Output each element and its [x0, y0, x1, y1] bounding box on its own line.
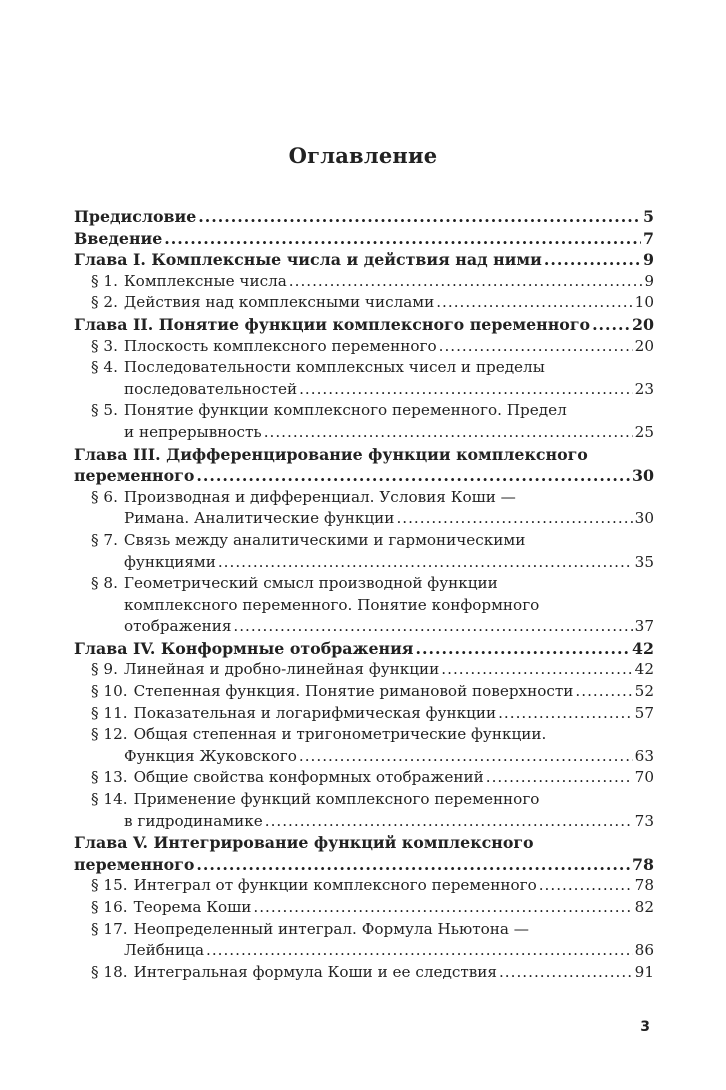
toc-entry-text: § 16. Теорема Коши [91, 898, 252, 916]
dot-leader [498, 704, 633, 722]
toc-chapter-entry [74, 639, 654, 661]
section-number: § 6. [91, 487, 118, 506]
toc-page-number: 86 [634, 941, 654, 960]
toc-section-entry [74, 768, 654, 790]
toc-page-number: 5 [643, 207, 654, 226]
toc-page-number: 35 [634, 552, 654, 571]
dot-leader [544, 250, 641, 269]
toc-section-entry [74, 423, 654, 445]
dot-leader [164, 229, 641, 248]
toc-entry-text: § 15. Интеграл от функции комплексного переменного [91, 876, 537, 895]
toc-page-number: 57 [634, 703, 654, 722]
toc-entry-text: Глава V. Интегрирование функций комплексного [74, 833, 534, 853]
toc-chapter-entry [74, 855, 654, 877]
section-number: § 17. [91, 919, 128, 938]
toc-entry-text: Введение [74, 228, 163, 248]
toc-entry-text: комплексного переменного. Понятие конформного [124, 595, 540, 614]
toc-entry-text: Лейбница [124, 941, 204, 960]
toc-section-entry [74, 725, 654, 747]
dot-leader [264, 423, 633, 441]
toc-page-number: 20 [634, 336, 654, 355]
toc-section-entry [74, 898, 654, 920]
toc-page-number: 37 [634, 617, 654, 636]
dot-leader [299, 747, 633, 765]
section-number: § 16. [91, 898, 128, 916]
toc-page-number: 52 [634, 682, 654, 701]
page-number: 3 [640, 1019, 650, 1035]
toc-entry-text: § 5. Понятие функции комплексного переменного. Предел [91, 401, 567, 420]
toc-entry-text: § 14. Применение функций комплексного переменного [91, 790, 540, 809]
toc-section-entry [74, 790, 654, 812]
dot-leader [198, 207, 641, 226]
dot-leader [486, 768, 633, 786]
toc-page-number: 10 [634, 293, 654, 312]
dot-leader [439, 337, 633, 355]
toc-entry-text: § 7. Связь между аналитическими и гармоническими [91, 530, 526, 549]
toc-page-number: 78 [634, 876, 654, 895]
toc-entry-text: § 8. Геометрический смысл производной функции [91, 574, 498, 593]
section-number: § 7. [91, 530, 118, 549]
table-of-contents [74, 207, 654, 984]
toc-entry-text: § 17. Неопределенный интеграл. Формула Ньютона — [91, 919, 529, 938]
toc-entry-text: § 18. Интегральная формула Коши и ее следствия [91, 962, 497, 981]
toc-entry-text: Глава II. Понятие функции комплексного переменного [74, 314, 591, 334]
section-number: § 11. [91, 703, 128, 722]
dot-leader [436, 293, 632, 311]
toc-section-entry [74, 272, 654, 294]
toc-entry-text: § 12. Общая степенная и тригонометрические функции. [91, 725, 547, 744]
toc-section-entry [74, 596, 654, 618]
toc-section-entry [74, 660, 654, 682]
toc-entry-text: Римана. Аналитические функции [124, 509, 395, 528]
toc-section-entry [74, 812, 654, 834]
dot-leader [539, 876, 633, 894]
toc-section-entry [74, 704, 654, 726]
toc-section-entry [74, 574, 654, 596]
section-number: § 4. [91, 358, 118, 377]
toc-entry-text: отображения [124, 617, 232, 636]
toc-page-number: 30 [632, 466, 654, 486]
toc-entry-text: Функция Жуковского [124, 746, 297, 765]
toc-page-number: 63 [634, 746, 654, 765]
section-number: § 12. [91, 725, 128, 744]
toc-section-entry [74, 401, 654, 423]
dot-leader [218, 553, 633, 571]
toc-entry-text: § 13. Общие свойства конформных отображений [91, 768, 484, 787]
toc-page-number: 20 [632, 314, 654, 334]
section-number: § 9. [91, 660, 118, 679]
toc-section-entry [74, 941, 654, 963]
toc-section-entry [74, 617, 654, 639]
toc-chapter-entry [74, 833, 654, 855]
toc-entry-text: переменного [74, 854, 195, 874]
toc-page-number: 91 [634, 962, 654, 981]
toc-chapter-entry [74, 250, 654, 272]
toc-page-number: 30 [634, 509, 654, 528]
toc-entry-text: § 2. Действия над комплексными числами [91, 293, 435, 312]
section-number: § 13. [91, 768, 128, 787]
dot-leader [441, 660, 632, 678]
dot-leader [415, 639, 630, 658]
toc-section-entry [74, 337, 654, 359]
section-number: § 8. [91, 574, 118, 593]
toc-chapter-entry [74, 445, 654, 467]
dot-leader [233, 617, 632, 635]
toc-section-entry [74, 358, 654, 380]
section-number: § 1. [91, 271, 118, 290]
toc-page-number: 9 [644, 271, 654, 290]
dot-leader [253, 898, 632, 916]
toc-page-number: 42 [634, 660, 654, 679]
dot-leader [592, 315, 630, 334]
toc-page-number: 7 [643, 228, 654, 248]
toc-page-number: 78 [632, 854, 654, 874]
section-number: § 18. [91, 962, 128, 981]
toc-section-entry [74, 509, 654, 531]
toc-chapter-entry [74, 315, 654, 337]
toc-section-entry [74, 682, 654, 704]
section-number: § 14. [91, 790, 128, 809]
section-number: § 2. [91, 293, 118, 312]
toc-page-number: 70 [634, 768, 654, 787]
toc-page-number: 82 [634, 898, 654, 916]
toc-entry-text: § 11. Показательная и логарифмическая функции [91, 703, 497, 722]
dot-leader [206, 941, 633, 959]
toc-section-entry [74, 380, 654, 402]
toc-entry-text: и непрерывность [124, 422, 262, 441]
toc-section-entry [74, 876, 654, 898]
toc-page-number: 9 [643, 250, 654, 270]
dot-leader [265, 812, 633, 830]
toc-entry-text: в гидродинамике [124, 811, 263, 830]
dot-leader [575, 682, 632, 700]
dot-leader [299, 380, 633, 398]
dot-leader [499, 963, 633, 981]
dot-leader [196, 466, 630, 485]
toc-section-entry [74, 488, 654, 510]
toc-entry-text: § 3. Плоскость комплексного переменного [91, 336, 437, 355]
toc-entry-text: Предисловие [74, 207, 197, 226]
toc-page-number: 73 [634, 811, 654, 830]
toc-entry-text: § 10. Степенная функция. Понятие римановой поверхности [91, 682, 574, 701]
toc-chapter-entry [74, 466, 654, 488]
toc-page-number: 42 [632, 638, 654, 658]
section-number: § 10. [91, 682, 128, 701]
dot-leader [396, 509, 632, 527]
section-number: § 5. [91, 401, 118, 420]
toc-entry-text: § 4. Последовательности комплексных чисел и пределы [91, 358, 545, 377]
toc-chapter-entry [74, 229, 654, 251]
toc-page-number: 25 [634, 422, 654, 441]
toc-chapter-entry [74, 207, 654, 229]
toc-section-entry [74, 553, 654, 575]
section-number: § 15. [91, 876, 128, 895]
toc-entry-text: § 6. Производная и дифференциал. Условия Коши — [91, 487, 516, 506]
toc-page-number: 23 [634, 379, 654, 398]
section-number: § 3. [91, 336, 118, 355]
toc-section-entry [74, 920, 654, 942]
toc-entry-text: Глава III. Дифференцирование функции комплексного [74, 444, 588, 464]
toc-entry-text: последовательностей [124, 379, 298, 398]
toc-entry-text: § 1. Комплексные числа [91, 271, 287, 290]
toc-entry-text: Глава IV. Конформные отображения [74, 638, 414, 658]
page-title: Оглавление [288, 143, 438, 168]
toc-section-entry [74, 293, 654, 315]
toc-entry-text: § 9. Линейная и дробно-линейная функции [91, 660, 440, 679]
toc-entry-text: Глава I. Комплексные числа и действия над ними [74, 250, 542, 270]
toc-section-entry [74, 963, 654, 985]
toc-entry-text: функциями [124, 552, 216, 571]
toc-section-entry [74, 747, 654, 769]
toc-entry-text: переменного [74, 466, 195, 486]
dot-leader [196, 855, 630, 874]
toc-section-entry [74, 531, 654, 553]
dot-leader [289, 272, 643, 290]
